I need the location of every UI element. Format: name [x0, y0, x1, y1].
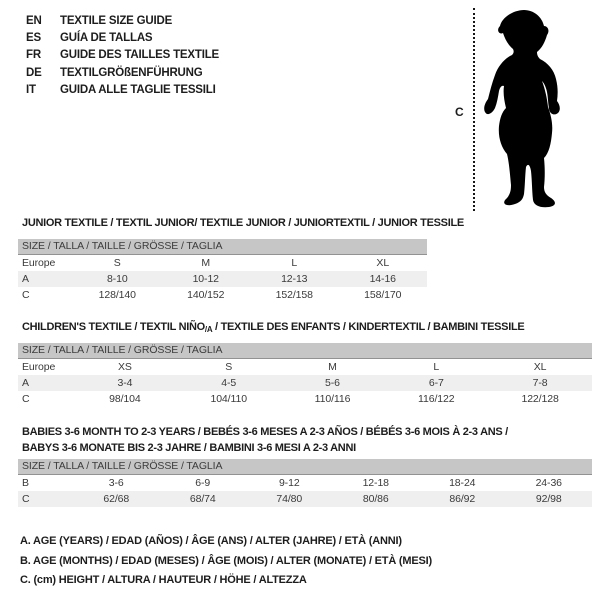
- table-cell: 158/170: [364, 289, 402, 301]
- footnote-c: C. (cm) HEIGHT / ALTURA / HAUTEUR / HÖHE / ALTEZZA: [20, 574, 307, 586]
- language-row-fr: [26, 47, 219, 64]
- language-code: DE: [26, 66, 42, 79]
- children-title-post: / TEXTILE DES ENFANTS / KINDERTEXTIL / BAMBINI TESSILE: [212, 321, 525, 333]
- table-cell: 98/104: [109, 393, 141, 405]
- language-title: GUIDE DES TAILLES TEXTILE: [60, 49, 219, 62]
- table-cell: XL: [376, 257, 390, 269]
- table-cell: 116/122: [418, 393, 455, 405]
- table-cell: 18-24: [449, 477, 476, 489]
- language-title: GUÍA DE TALLAS: [60, 32, 153, 45]
- size-header-bar: SIZE / TALLA / TAILLE / GRÖSSE / TAGLIA: [18, 459, 592, 475]
- table-cell: 74/80: [276, 493, 303, 505]
- table-cell: S: [225, 361, 233, 373]
- table-cell: 24-36: [535, 477, 562, 489]
- children-size-table: [18, 343, 592, 407]
- row-label: B: [22, 477, 29, 489]
- table-cell: 12-13: [281, 273, 308, 285]
- table-row-europe: [18, 359, 592, 375]
- language-code: FR: [26, 49, 41, 62]
- table-cell: 92/98: [535, 493, 562, 505]
- table-cell: 3-4: [117, 377, 133, 389]
- children-title-pre: CHILDREN'S TEXTILE / TEXTIL NIÑO: [22, 321, 205, 333]
- table-cell: L: [291, 257, 298, 269]
- table-cell: 7-8: [532, 377, 548, 389]
- babies-title-line1: BABIES 3-6 MONTH TO 2-3 YEARS / BEBÉS 3-6 MESES A 2-3 AÑOS / BÉBÉS 3-6 MOIS À 2-3 ANS /: [22, 426, 508, 438]
- children-title-sub: /A: [204, 325, 213, 334]
- footnote-a: A. AGE (YEARS) / EDAD (AÑOS) / ÂGE (ANS) / ALTER (JAHRE) / ETÀ (ANNI): [20, 535, 402, 547]
- language-row-en: [26, 12, 219, 29]
- row-label: Europe: [22, 257, 56, 269]
- language-title: GUIDA ALLE TAGLIE TESSILI: [60, 84, 216, 97]
- language-code: ES: [26, 32, 41, 45]
- table-row-height: [18, 287, 427, 303]
- table-cell: 5-6: [325, 377, 340, 389]
- junior-section-title: JUNIOR TEXTILE / TEXTIL JUNIOR/ TEXTILE JUNIOR / JUNIORTEXTIL / JUNIOR TESSILE: [22, 217, 464, 229]
- size-header-bar: SIZE / TALLA / TAILLE / GRÖSSE / TAGLIA: [18, 239, 427, 255]
- language-row-it: [26, 82, 219, 99]
- language-code: IT: [26, 84, 36, 97]
- table-cell: 140/152: [187, 289, 225, 301]
- table-row-age: [18, 271, 427, 287]
- babies-section-title: [22, 425, 508, 456]
- row-label: C: [22, 289, 30, 301]
- table-row-age: [18, 375, 592, 391]
- language-title: TEXTILGRÖßENFÜHRUNG: [60, 66, 203, 79]
- height-measure-dotted-line: [473, 8, 475, 211]
- children-section-title: [22, 321, 524, 334]
- table-row-height: [18, 391, 592, 407]
- table-cell: XS: [117, 361, 132, 373]
- table-cell: 128/140: [98, 289, 136, 301]
- language-list: [26, 12, 219, 99]
- table-cell: 14-16: [369, 273, 396, 285]
- table-cell: 122/128: [521, 393, 559, 405]
- table-cell: M: [201, 257, 211, 269]
- height-measure-label: C: [455, 105, 464, 119]
- table-cell: XL: [533, 361, 547, 373]
- table-cell: 10-12: [192, 273, 219, 285]
- baby-silhouette-icon: [481, 6, 569, 212]
- table-cell: 12-18: [362, 477, 389, 489]
- table-cell: S: [113, 257, 121, 269]
- table-cell: 9-12: [278, 477, 300, 489]
- table-cell: 4-5: [221, 377, 237, 389]
- row-label: A: [22, 377, 29, 389]
- babies-title-line2: BABYS 3-6 MONATE BIS 2-3 JAHRE / BAMBINI 3-6 MESI A 2-3 ANNI: [22, 441, 356, 454]
- table-cell: 104/110: [210, 393, 247, 405]
- table-cell: 3-6: [108, 477, 124, 489]
- table-cell: M: [328, 361, 337, 373]
- table-cell: 6-7: [428, 377, 444, 389]
- language-title: TEXTILE SIZE GUIDE: [60, 14, 173, 27]
- table-cell: 110/116: [314, 393, 351, 405]
- table-cell: 8-10: [106, 273, 128, 285]
- size-header-bar: SIZE / TALLA / TAILLE / GRÖSSE / TAGLIA: [18, 343, 592, 359]
- row-label: Europe: [22, 361, 56, 373]
- row-label: C: [22, 393, 30, 405]
- junior-size-table: [18, 239, 427, 303]
- table-row-age-months: [18, 475, 592, 491]
- table-row-europe: [18, 255, 427, 271]
- table-cell: 80/86: [362, 493, 389, 505]
- row-label: C: [22, 493, 30, 505]
- table-cell: 152/158: [275, 289, 313, 301]
- row-label: A: [22, 273, 29, 285]
- table-cell: 86/92: [449, 493, 476, 505]
- footnotes: [20, 532, 432, 591]
- language-code: EN: [26, 14, 42, 27]
- table-cell: 62/68: [103, 493, 130, 505]
- language-row-es: [26, 29, 219, 46]
- table-cell: 68/74: [189, 493, 216, 505]
- language-row-de: [26, 64, 219, 81]
- table-cell: L: [433, 361, 440, 373]
- table-cell: 6-9: [195, 477, 211, 489]
- table-row-height: [18, 491, 592, 507]
- babies-size-table: [18, 459, 592, 507]
- footnote-b: B. AGE (MONTHS) / EDAD (MESES) / ÂGE (MOIS) / ALTER (MONATE) / ETÀ (MESI): [20, 554, 432, 567]
